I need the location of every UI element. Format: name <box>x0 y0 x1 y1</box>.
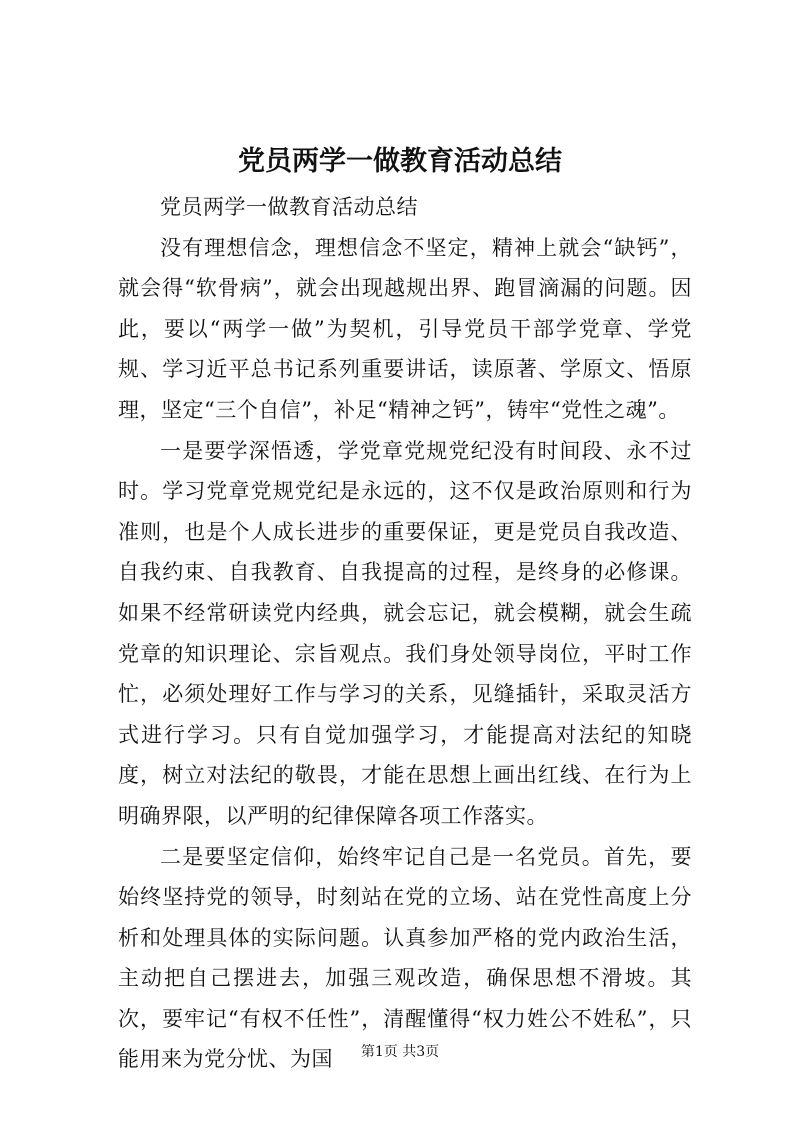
subtitle-paragraph: 党员两学一做教育活动总结 <box>160 195 418 219</box>
body-paragraph: 没有理想信念，理想信念不坚定，精神上就会“缺钙”，就会得“软骨病”，就会出现越规出界、跑冒滴漏的问题。因此，要以“两学一做”为契机，引导党员干部学党章、学党规、学习近平总书记系列重要讲话，读原著、学原文、悟原理，坚定“三个自信”，补足“精神之钙”，铸牢“党性之魂”。 <box>118 235 692 422</box>
body-paragraph: 一是要学深悟透，学党章党规党纪没有时间段、永不过时。学习党章党规党纪是永远的，这不仅是政治原则和行为准则，也是个人成长进步的重要保证，更是党员自我改造、自我约束、自我教育、自我提高的过程，是终身的必修课。如果不经常研读党内经典，就会忘记，就会模糊，就会生疏党章的知识理论、宗旨观点。我们身处领导岗位，平时工作忙，必须处理好工作与学习的关系，见缝插针，采取灵活方式进行学习。只有自觉加强学习，才能提高对法纪的知晓度，树立对法纪的敬畏，才能在思想上画出红线、在行为上明确界限，以严明的纪律保障各项工作落实。 <box>118 438 692 828</box>
document-body <box>118 187 692 1080</box>
body-paragraph: 二是要坚定信仰，始终牢记自己是一名党员。首先，要始终坚持党的领导，时刻站在党的立场、站在党性高度上分析和处理具体的实际问题。认真参加严格的党内政治生活，主动把自己摆进去，加强三观改造，确保思想不滑坡。其次，要牢记“有权不任性”，清醒懂得“权力姓公不姓私”，只能用来为党分忧、为国 <box>118 844 692 1072</box>
page-footer: 第1页 共3页 <box>360 1044 440 1060</box>
document-title: 党员两学一做教育活动总结 <box>238 146 562 177</box>
